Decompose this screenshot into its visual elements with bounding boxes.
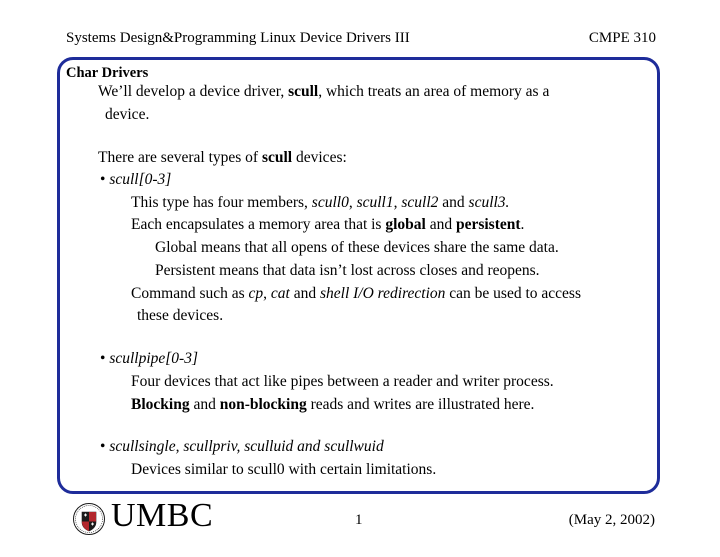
slide-date: (May 2, 2002): [568, 512, 655, 528]
scull-persistent-line: Persistent means that data isn’t lost across closes and reopens.: [155, 262, 540, 279]
scull-command-line-2: these devices.: [137, 307, 224, 324]
scull-members-line: This type has four members, scull0, scull1, scull2 and scull3.: [131, 194, 510, 211]
scull-command-line: Command such as cp, cat and shell I/O redirection can be used to access: [131, 285, 581, 302]
slide-title: Char Drivers: [66, 65, 149, 81]
scullpipe-description: Four devices that act like pipes between a reader and writer process.: [131, 373, 554, 390]
umbc-logo-text: UMBC: [111, 497, 214, 534]
bullet-scullsingle: • scullsingle, scullpriv, sculluid and scullwuid: [100, 438, 384, 455]
header-course-code: CMPE 310: [588, 30, 656, 46]
intro-line-1: We’ll develop a device driver, scull, which treats an area of memory as a: [98, 83, 550, 100]
types-line: There are several types of scull devices:: [98, 149, 347, 166]
scull-global-line: Global means that all opens of these devices share the same data.: [155, 239, 559, 256]
page-number: 1: [355, 512, 363, 528]
scull-encapsulates-line: Each encapsulates a memory area that is global and persistent.: [131, 216, 525, 233]
scullpipe-blocking-line: Blocking and non-blocking reads and writes are illustrated here.: [131, 396, 535, 413]
scullsingle-description: Devices similar to scull0 with certain limitations.: [131, 461, 437, 478]
umbc-seal-icon: [73, 503, 105, 535]
bullet-scullpipe: • scullpipe[0-3]: [100, 350, 198, 367]
bullet-scull: • scull[0-3]: [100, 171, 172, 188]
intro-line-2: device.: [105, 106, 150, 123]
header-course-title: Systems Design&Programming Linux Device Drivers III: [66, 30, 410, 46]
